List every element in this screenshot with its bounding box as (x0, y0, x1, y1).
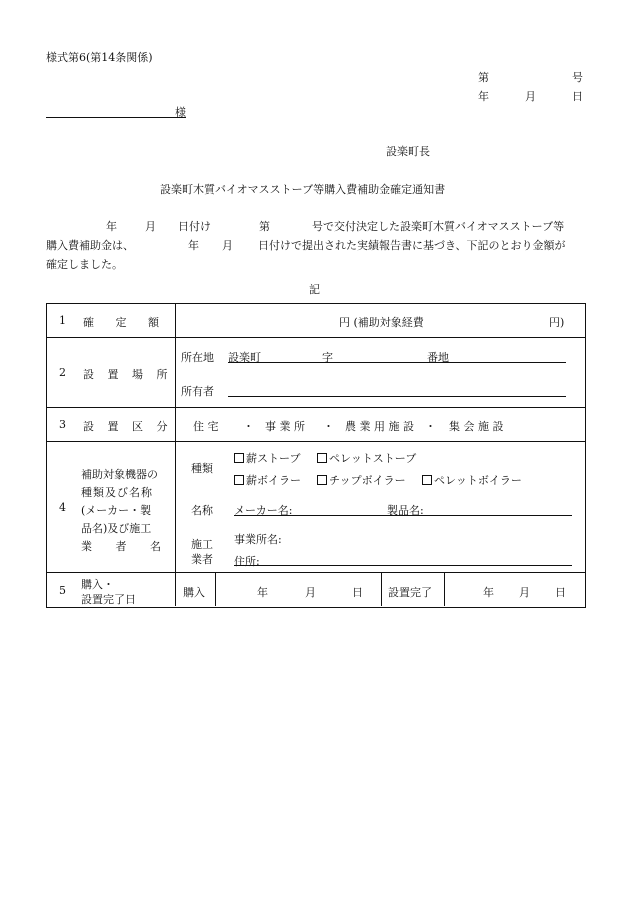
row4-product-label: 製品名: (387, 504, 424, 517)
row2-num: 2 (59, 366, 66, 379)
body-line2-rest: 日付けで提出された実績報告書に基づき、下記のとおり金額が (258, 239, 566, 252)
body-line1-dai: 第 (259, 220, 270, 233)
row4-address-label: 住所: (234, 555, 260, 568)
row2-owner-label: 所有者 (181, 385, 214, 398)
kind-label: 薪ストーブ (246, 452, 301, 465)
row4-num: 4 (59, 501, 66, 514)
issuer: 設楽町長 (386, 145, 430, 158)
col-divider (215, 573, 216, 606)
date-tsuki: 月 (525, 90, 536, 103)
row1-amount-yen[interactable]: 円 (補助対象経費 (339, 316, 424, 329)
location-field[interactable] (228, 349, 566, 363)
row3-option-housing[interactable]: 住 宅 (193, 420, 219, 433)
checkbox-icon[interactable] (234, 475, 244, 485)
document-title: 設楽町木質バイオマスストーブ等購入費補助金確定通知書 (160, 183, 446, 196)
row4-name-label: 名称 (191, 504, 213, 517)
row5-label-line1: 購入・ (81, 578, 114, 591)
row-divider (47, 572, 585, 573)
kind-option-wood-boiler[interactable] (234, 472, 301, 488)
kind-label: ペレットボイラー (434, 474, 522, 487)
row3-option-office[interactable]: 事 業 所 (265, 420, 305, 433)
row2-loc-town: 設楽町 (228, 351, 261, 364)
row4-label-line: 業 者 名 (81, 540, 171, 553)
row4-office-label: 事業所名: (234, 533, 282, 546)
body-line2-a: 購入費補助金は、 (46, 239, 134, 252)
row3-separator: ・ (425, 420, 436, 433)
row-divider (47, 407, 585, 408)
row4-contractor-label: 業者 (191, 553, 213, 566)
date-hi: 日 (572, 90, 583, 103)
kind-option-wood-stove[interactable] (234, 450, 300, 466)
body-line2-nen: 年 (188, 239, 199, 252)
body-line1-hizuke: 日付け (178, 220, 211, 233)
kind-option-pellet-boiler[interactable] (422, 472, 522, 488)
addressee-sama: 様 (175, 106, 186, 119)
row4-label-line: (メーカー・製 (81, 504, 152, 517)
kind-option-chip-boiler[interactable] (317, 472, 406, 488)
detail-table (46, 303, 586, 608)
row3-separator: ・ (323, 420, 334, 433)
checkbox-icon[interactable] (234, 453, 244, 463)
row4-contractor-label: 施工 (191, 538, 213, 551)
row5-complete-nen[interactable]: 年 (483, 586, 494, 599)
body-line2-tsuki: 月 (222, 239, 233, 252)
body-line1-nen: 年 (106, 220, 117, 233)
row5-num: 5 (59, 584, 66, 597)
row5-purchase-tsuki[interactable]: 月 (305, 586, 316, 599)
row5-purchase-label: 購入 (183, 586, 205, 599)
row1-num: 1 (59, 314, 66, 327)
row3-label: 設 置 区 分 (83, 420, 173, 433)
row4-maker-label: メーカー名: (234, 504, 293, 517)
row-divider (47, 337, 585, 338)
col-divider (175, 304, 176, 606)
row2-loc-label: 所在地 (181, 351, 214, 364)
row5-complete-hi[interactable]: 日 (555, 586, 566, 599)
checkbox-icon[interactable] (317, 475, 327, 485)
row4-label-line: 種類及び名称 (81, 486, 153, 499)
row3-option-hall[interactable]: 集 会 施 設 (449, 420, 504, 433)
row3-num: 3 (59, 418, 66, 431)
ki-heading: 記 (309, 283, 320, 296)
row5-complete-tsuki[interactable]: 月 (519, 586, 530, 599)
row-divider (47, 441, 585, 442)
owner-field[interactable] (228, 384, 566, 397)
ref-dai: 第 (478, 71, 489, 84)
kind-label: ペレットストーブ (329, 452, 417, 465)
addressee-field[interactable] (46, 104, 186, 118)
row5-purchase-nen[interactable]: 年 (257, 586, 268, 599)
kind-label: チップボイラー (329, 474, 406, 487)
ref-go: 号 (572, 71, 583, 84)
date-nen: 年 (478, 90, 489, 103)
body-line1-rest: 号で交付決定した設楽町木質バイオマスストーブ等 (312, 220, 565, 233)
col-divider (381, 573, 382, 606)
row2-loc-aza: 字 (322, 351, 333, 364)
kind-option-pellet-stove[interactable] (317, 450, 416, 466)
form-number: 様式第6(第14条関係) (46, 51, 153, 64)
kind-label: 薪ボイラー (246, 474, 301, 487)
row5-complete-label: 設置完了 (388, 586, 432, 599)
contractor-address-field[interactable] (234, 553, 572, 566)
checkbox-icon[interactable] (317, 453, 327, 463)
row2-label: 設 置 場 所 (83, 368, 173, 381)
checkbox-icon[interactable] (422, 475, 432, 485)
row1-label: 確 定 額 (83, 316, 168, 329)
body-line1-tsuki: 月 (145, 220, 156, 233)
row3-separator: ・ (243, 420, 254, 433)
row2-loc-banchi: 番地 (427, 351, 449, 364)
row4-label-line: 補助対象機器の (81, 468, 158, 481)
body-line3: 確定しました。 (46, 258, 123, 271)
row4-label-line: 品名)及び施工 (81, 522, 152, 535)
col-divider (444, 573, 445, 606)
row4-kind-label: 種類 (191, 462, 213, 475)
row3-option-agri[interactable]: 農 業 用 施 設 (345, 420, 414, 433)
row5-label-line2: 設置完了日 (81, 593, 136, 606)
row5-purchase-hi[interactable]: 日 (352, 586, 363, 599)
row1-amount-close: 円) (549, 316, 565, 329)
